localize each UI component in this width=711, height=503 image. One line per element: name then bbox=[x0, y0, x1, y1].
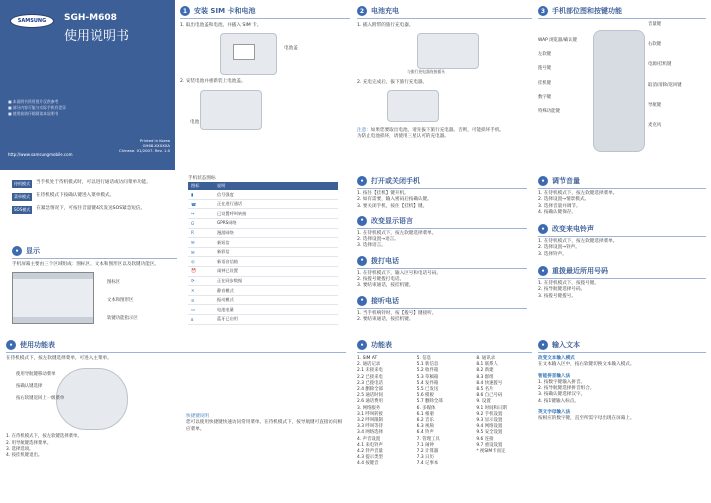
volume-step: 4. 按确认键保存。 bbox=[538, 209, 577, 215]
battery-image bbox=[200, 90, 262, 130]
cover-title: 使用说明书 bbox=[64, 29, 130, 44]
input-step: 2. 按导航键选择拼音组合。 bbox=[538, 386, 595, 392]
basic-ops bbox=[357, 176, 527, 323]
menu-column: 5. 信息 5.1 新信息 5.2 收件箱 5.3 草稿箱 5.4 发件箱 5.5 已发送 5.6 模板 5.7 删除全部 6. 多媒体 6.1 相册 6.2 音乐 6.3 视频 6.4 铃声 7. 管理工具 7.1 闹钟 7.2 计算器 7.3 日历 7.4 记事本 bbox=[416, 356, 443, 467]
menu-column: 1. SIM AT 2. 通话记录 2.1 未接来电 2.2 已接来电 2.3 已拨电话 2.4 删除全部 2.5 通话时间 2.6 通话费用 3. 网络服务 3.1 呼叫转接 3.2 呼叫限制 3.3 呼叫等待 3.4 网络选择 4. 声音设置 4.1 来电铃声 4.2 铃声音量 4.3 提示类型 4.4 按键音 bbox=[357, 356, 383, 467]
volume-step: 3. 选择音量并调节。 bbox=[538, 203, 581, 209]
charge-caption: 与旅行充电器连接插头 bbox=[407, 69, 445, 75]
lang-title: 改变显示语言 bbox=[371, 216, 413, 225]
screen-diagram bbox=[12, 272, 94, 324]
menu-intro: 在待机模式下，按左软键选择菜单，可进入主菜单。 bbox=[6, 356, 112, 361]
input-p3: 按相应的数字键，直至所需字母出现在屏幕上。 bbox=[538, 416, 635, 422]
sim-step2: 2. 安装电池并重新装上电池盖。 bbox=[180, 79, 246, 85]
input-step: 1. 按数字键输入拼音。 bbox=[538, 379, 586, 385]
bullet-icon: • bbox=[357, 296, 367, 306]
lang-step: 2. 选择设置→语言。 bbox=[357, 237, 399, 243]
cover-info: ■ 本说明书所用图片仅供参考 ■ 部分内容可能与实际手机有差异 ■ 使用前请仔细阅读本说明书 bbox=[8, 99, 66, 116]
section-number-icon: 3 bbox=[538, 6, 548, 16]
input-h2: 智能拼音输入法 bbox=[538, 373, 571, 379]
ringtone-step: 1. 在待机模式下，按左软键选择菜单。 bbox=[538, 239, 618, 245]
modes-section bbox=[12, 180, 177, 214]
bullet-icon: • bbox=[538, 224, 548, 234]
power-step: 2. 如有需要，输入密码后按确认键。 bbox=[357, 197, 432, 203]
charger-image bbox=[417, 33, 479, 69]
bullet-icon: • bbox=[538, 340, 548, 350]
input-p1: 在文本输入区中，按右软键切换文本输入模式。 bbox=[538, 362, 635, 368]
sim-title: 安装 SIM 卡和电池 bbox=[194, 7, 256, 15]
mode-row: 菜单模式 在待机模式下按确认键进入菜单模式。 bbox=[14, 193, 115, 199]
menu-right-col bbox=[186, 354, 346, 433]
lang-step: 3. 选择语言。 bbox=[357, 243, 386, 249]
bullet-icon: • bbox=[12, 246, 22, 256]
menulist-title: 功能表 bbox=[371, 341, 392, 349]
lang-step: 1. 在待机模式下，按左软键选择菜单。 bbox=[357, 230, 437, 236]
charge-section bbox=[357, 6, 532, 140]
menu-columns bbox=[357, 356, 532, 468]
display-text: 手机屏幕主要由三个区域组成：图标区、文本和图形区以及软键功能区。 bbox=[12, 262, 160, 267]
menu-column: 8. 通讯录 8.1 联系人 8.2 新建 8.3 群组 8.4 快速拨号 8.5 名片 8.6 自己号码 9. 设置 9.1 时间和日期 9.2 手机设置 9.3 显示设置 9.4 网络设置 9.5 安全设置 9.6 连接 9.7 重设设置 * 视SIM卡而定 bbox=[476, 356, 507, 455]
phone-front-image bbox=[593, 30, 645, 152]
charge-title: 电池充电 bbox=[371, 7, 399, 15]
answer-title: 接听电话 bbox=[371, 296, 399, 305]
redial-step: 2. 按导航键选择号码。 bbox=[538, 287, 586, 293]
cover-panel bbox=[0, 0, 175, 170]
ringtone-title: 改变来电铃声 bbox=[552, 225, 594, 234]
redial-title: 重拨最近所用号码 bbox=[552, 267, 608, 276]
call-step: 3. 要结束通话，按挂机键。 bbox=[357, 283, 414, 289]
menu-list-section bbox=[357, 340, 532, 468]
icons-table: 图标 说明 ▮ 信号强度 ☎ 正在进行通话 ↪ 已设置呼叫转接 G GPRS网络 R 漫游网络 ✉ 新短信 ✉ 新彩信 ◎ 新语音信箱 ⏰ 闹钟已设置 ⟳ 正在同步数据 ✕ 静音模式 ≋ 振动模式 ▭ 电池电量 ʙ 蓝牙已启用 bbox=[188, 182, 338, 324]
keys-labels-right: 音量键 右软键 电源/挂机键 取消/清除/返回键 导航键 麦克风 bbox=[648, 22, 682, 129]
sim-image bbox=[220, 33, 277, 75]
mode-badge: SOS模式 bbox=[14, 207, 31, 212]
mode-row: 待机模式 当手机处于待机模式时，可以进行通话或访问菜单功能。 bbox=[14, 180, 151, 186]
redial-step: 1. 在待机模式下，按拨号键。 bbox=[538, 281, 599, 287]
input-step: 4. 按1键输入标点。 bbox=[538, 398, 579, 404]
keys-labels-left: WAP 浏览器/确认键 左软键 拨号键 挂机键 数字键 特殊功能键 bbox=[538, 38, 577, 115]
mode-badge: 菜单模式 bbox=[14, 194, 30, 199]
power-title: 打开或关闭手机 bbox=[371, 177, 420, 185]
section-number-icon: 2 bbox=[357, 6, 367, 16]
power-step: 3. 要关闭手机，按住【挂机】键。 bbox=[357, 203, 428, 209]
volume-step: 1. 在待机模式下，按左软键选择菜单。 bbox=[538, 191, 618, 196]
charge-step2: 2. 充电完成后，拔下旅行充电器。 bbox=[357, 79, 428, 85]
settings-ops bbox=[538, 176, 706, 300]
bullet-icon: • bbox=[538, 266, 548, 276]
shortcut-text: 您可以使用快捷键快速访问常用菜单。在待机模式下，按导航键可直接访问相应菜单。 bbox=[186, 420, 343, 432]
charger-image-2 bbox=[387, 90, 439, 122]
keys-title: 手机部位图和按键功能 bbox=[552, 7, 622, 15]
bullet-icon: • bbox=[538, 176, 548, 186]
cover-url[interactable]: http://www.samsungmobile.com bbox=[8, 152, 73, 157]
call-step: 1. 在待机模式下，输入区号和电话号码。 bbox=[357, 270, 441, 276]
keys-section bbox=[538, 6, 706, 129]
mode-row: SOS模式 在紧急情况下，可按住音量键4次发送SOS紧急短信。 bbox=[14, 206, 146, 212]
sim-label-cover: 电池盖 bbox=[284, 46, 298, 51]
volume-title: 调节音量 bbox=[552, 177, 580, 185]
icons-section bbox=[188, 176, 338, 325]
call-title: 拨打电话 bbox=[371, 256, 399, 265]
display-section bbox=[12, 246, 177, 324]
answer-step: 2. 要结束通话，按挂机键。 bbox=[357, 316, 414, 322]
charge-note: 注意：如果您要取出电池，请先拔下旅行充电器。否则，可能损坏手机。 bbox=[357, 127, 505, 133]
brand-text: SAMSUNG bbox=[17, 18, 47, 24]
samsung-logo bbox=[10, 14, 54, 28]
menu-title: 使用功能表 bbox=[20, 341, 55, 349]
bullet-icon: • bbox=[357, 340, 367, 350]
model-name: SGH-M608 bbox=[64, 13, 117, 23]
sim-step1: 1. 取出电池盖和电池，并插入 SIM 卡。 bbox=[180, 23, 262, 28]
input-title: 输入文本 bbox=[552, 341, 580, 349]
call-step: 2. 按拨号键拨打电话。 bbox=[357, 277, 405, 283]
redial-step: 3. 按拨号键拨号。 bbox=[538, 293, 577, 299]
display-title: 显示 bbox=[26, 247, 40, 255]
section-number-icon: 1 bbox=[180, 6, 190, 16]
input-step: 3. 按确认键选择汉字。 bbox=[538, 392, 586, 398]
sim-section bbox=[180, 6, 350, 130]
bullet-icon: • bbox=[357, 256, 367, 266]
power-step: 1. 按住【挂机】键开机。 bbox=[357, 191, 409, 196]
shortcut-title: 快捷键说明 bbox=[186, 414, 209, 419]
screen-labels: 图标区 文本和图形区 软键功能指示区 bbox=[107, 280, 138, 322]
menu-steps: 1. 在待机模式下，按左软键选择菜单。 2. 用导航键选择菜单。 3. 选择选项。 4. 按挂机键退出。 bbox=[6, 434, 82, 458]
bullet-icon: • bbox=[6, 340, 16, 350]
mode-badge: 待机模式 bbox=[14, 181, 30, 186]
answer-step: 1. 当手机响铃时，按【拨号】键接听。 bbox=[357, 310, 437, 316]
input-section bbox=[538, 340, 706, 423]
charge-step1: 1. 插入附带的旅行充电器。 bbox=[357, 23, 414, 28]
input-h3: 英文字母输入法 bbox=[538, 410, 571, 416]
bullet-icon: • bbox=[357, 216, 367, 226]
ringtone-step: 3. 选择铃声。 bbox=[538, 251, 567, 257]
volume-step: 2. 选择设置→情景模式。 bbox=[538, 197, 590, 203]
charge-note2: 为防止电池损坏，请使用三星认可的充电器。 bbox=[357, 134, 449, 140]
sim-label-battery: 电池 bbox=[190, 120, 200, 125]
ringtone-step: 2. 选择设置→铃声。 bbox=[538, 245, 580, 251]
menu-callouts: 使用导航键移动菜单 按确认键选择 按右软键返回上一级菜单 bbox=[16, 372, 65, 402]
input-h1: 改变文本输入模式 bbox=[538, 356, 575, 361]
print-info: Printed in Korea GH68-XXXXXA Chinese. 01/2007. Rev. 1.0 bbox=[119, 138, 170, 154]
icons-title: 手机状态图标 bbox=[188, 176, 216, 181]
bullet-icon: • bbox=[357, 176, 367, 186]
menu-usage-section bbox=[6, 340, 346, 459]
